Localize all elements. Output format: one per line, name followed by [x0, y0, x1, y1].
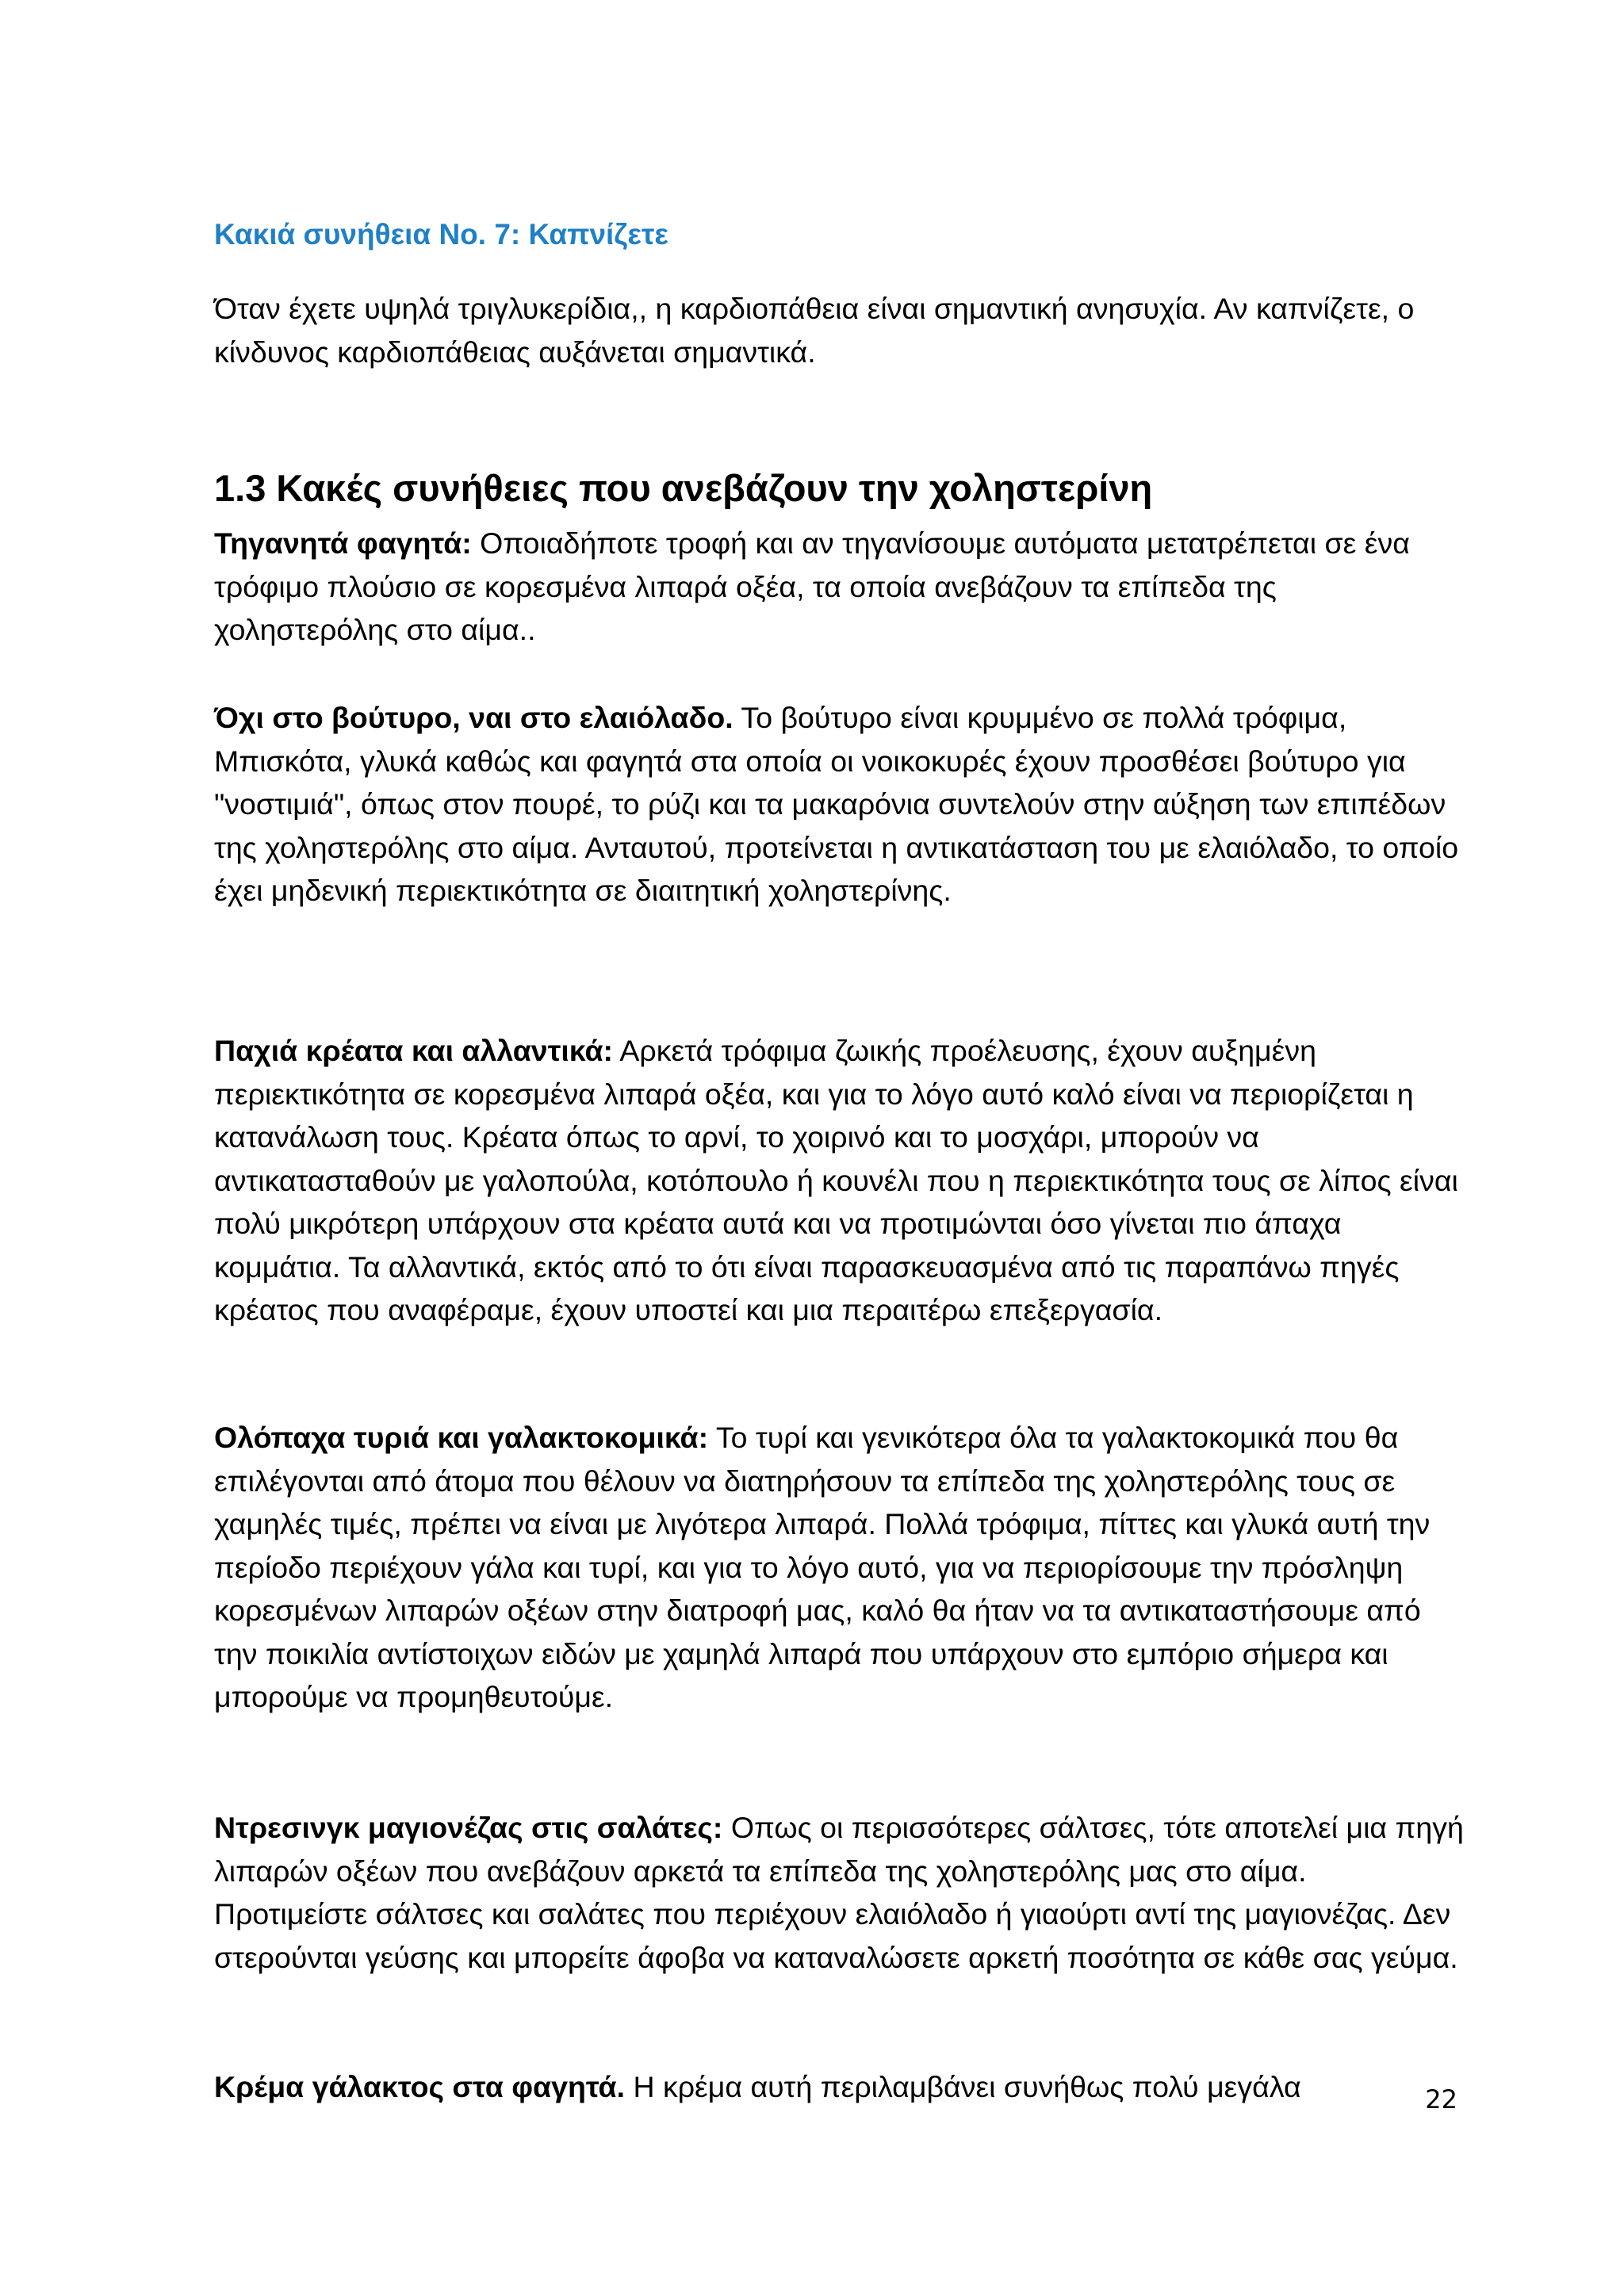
- paragraph-body: Οποιαδήποτε τροφή και αν τηγανίσουμε αυτόματα μετατρέπεται σε ένα τρόφιμο πλούσιο σε κορεσμένα λιπαρά οξέα, τα οποία ανεβάζουν τα επίπεδα της χοληστερόλης στο αίμα..: [214, 526, 1410, 646]
- paragraph-lead: Ντρεσινγκ μαγιονέζας στις σαλάτες:: [214, 1811, 723, 1844]
- habit7-paragraph: Όταν έχετε υψηλά τριγλυκερίδια,, η καρδιοπάθεια είναι σημαντική ανησυχία. Αν καπνίζετε, ο κίνδυνος καρδιοπάθειας αυξάνεται σημαντικά.: [214, 292, 1415, 369]
- paragraph-full-fat-dairy: [214, 1416, 1467, 1719]
- paragraph-butter-olive-oil: [214, 696, 1467, 913]
- paragraph-cooking-cream: [214, 2065, 1467, 2109]
- paragraph-lead: Κρέμα γάλακτος στα φαγητά.: [214, 2070, 626, 2103]
- paragraph-fatty-meats: [214, 1029, 1467, 1332]
- section-title: 1.3 Κακές συνήθειες που ανεβάζουν την χοληστερίνη: [214, 467, 1153, 509]
- paragraph-body: Η κρέμα αυτή περιλαμβάνει συνήθως πολύ μεγάλα: [625, 2070, 1301, 2103]
- paragraph-body: Το τυρί και γενικότερα όλα τα γαλακτοκομικά που θα επιλέγονται από άτομα που θέλουν να διατηρήσουν τα επίπεδα της χοληστερόλης τους σε χαμηλές τιμές, πρέπει να είναι με λιγότερα λιπαρά. Πολλά τρόφιμα, πίττες και γλυκά αυτή την περίοδο περιέχουν γάλα και τυρί, και για το λόγο αυτό, για να περιορίσουμε την πρόσληψη κορεσμένων λιπαρών οξέων στην διατροφή μας, καλό θα ήταν να τα αντικαταστήσουμε από την ποικιλία αντίστοιχων ειδών με χαμηλά λιπαρά που υπάρχουν στο εμπόριο σήμερα και μπορούμε να προμηθευτούμε.: [214, 1421, 1431, 1713]
- paragraph-fried-foods: [214, 522, 1467, 652]
- paragraph-body: Οπως οι περισσότερες σάλτσες, τότε αποτελεί μια πηγή λιπαρών οξέων που ανεβάζουν αρκετά τα επίπεδα της χοληστερόλης μας στο αίμα. Προτιμείστε σάλτσες και σαλάτες που περιέχουν ελαιόλαδο ή γιαούρτι αντί της μαγιονέζας. Δεν στερούνται γεύσης και μπορείτε άφοβα να καταναλώσετε αρκετή ποσότητα σε κάθε σας γεύμα.: [214, 1811, 1464, 1974]
- paragraph-body: Αρκετά τρόφιμα ζωικής προέλευσης, έχουν αυξημένη περιεκτικότητα σε κορεσμένα λιπαρά οξέα, και για το λόγο αυτό καλό είναι να περιορίζεται η κατανάλωση τους. Κρέατα όπως το αρνί, το χοιρινό και το μοσχάρι, μπορούν να αντικατασταθούν με γαλοπούλα, κοτόπουλο ή κουνέλι που η περιεκτικότητα τους σε λίπος είναι πολύ μικρότερη υπάρχουν στα κρέατα αυτά και να προτιμώνται όσο γίνεται πιο άπαχα κομμάτια. Τα αλλαντικά, εκτός από το ότι είναι παρασκευασμένα από τις παραπάνω πηγές κρέατος που αναφέραμε, έχουν υποστεί και μια περαιτέρω επεξεργασία.: [214, 1034, 1458, 1326]
- page-number: 22: [1425, 2084, 1457, 2114]
- paragraph-mayonnaise-dressing: [214, 1806, 1467, 1979]
- paragraph-body: Το βούτυρο είναι κρυμμένο σε πολλά τρόφιμα, Μπισκότα, γλυκά καθώς και φαγητά στα οποία οι νοικοκυρές έχουν προσθέσει βούτυρο για "νοστιμιά", όπως στον πουρέ, το ρύζι και τα μακαρόνια συντελούν στην αύξηση των επιπέδων της χοληστερόλης στο αίμα. Ανταυτού, προτείνεται η αντικατάσταση του με ελαιόλαδο, το οποίο έχει μηδενική περιεκτικότητα σε διαιτητική χοληστερίνης.: [214, 701, 1459, 907]
- paragraph-lead: Παχιά κρέατα και αλλαντικά:: [214, 1034, 613, 1067]
- paragraph-lead: Ολόπαχα τυριά και γαλακτοκομικά:: [214, 1421, 709, 1454]
- paragraph-lead: Τηγανητά φαγητά:: [214, 526, 472, 560]
- paragraph-lead: Όχι στο βούτυρο, ναι στο ελαιόλαδο.: [214, 701, 733, 734]
- habit7-heading: Κακιά συνήθεια No. 7: Καπνίζετε: [214, 218, 668, 251]
